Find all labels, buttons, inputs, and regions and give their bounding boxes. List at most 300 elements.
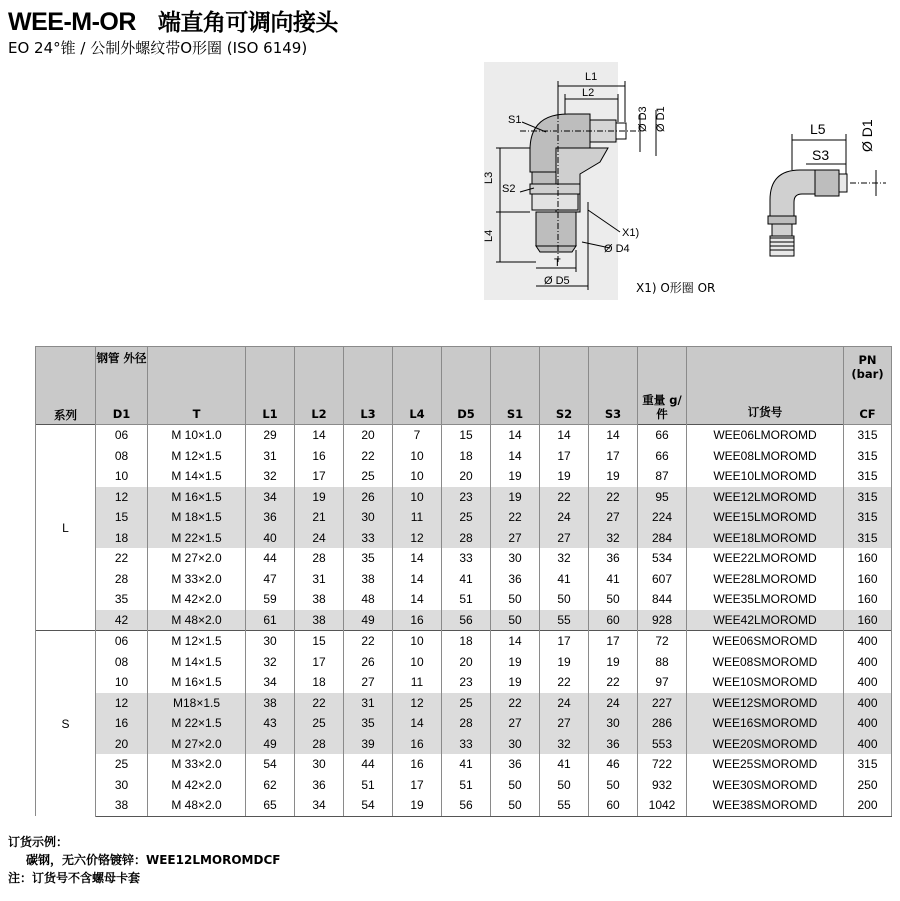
table-cell: 50 [491, 795, 540, 816]
table-cell: 315 [844, 754, 892, 775]
table-cell: 12 [393, 528, 442, 549]
drawing-label: T [554, 257, 561, 269]
table-cell: 19 [491, 466, 540, 487]
table-cell: 10 [393, 631, 442, 652]
col-header-d5: D5 [442, 403, 491, 425]
col-header-tube-od: 钢管 外径 [96, 347, 148, 404]
table-cell: 35 [344, 548, 393, 569]
table-cell: 51 [344, 775, 393, 796]
table-cell: 31 [344, 693, 393, 714]
series-cell: L [36, 425, 96, 631]
table-cell: 932 [638, 775, 687, 796]
table-cell: 19 [393, 795, 442, 816]
table-cell: 315 [844, 528, 892, 549]
table-cell: 49 [246, 734, 295, 755]
table-cell: 31 [295, 569, 344, 590]
table-cell: M 27×2.0 [148, 734, 246, 755]
table-cell: 50 [540, 775, 589, 796]
table-cell: 62 [246, 775, 295, 796]
table-cell: 32 [246, 466, 295, 487]
table-row [36, 775, 892, 796]
table-row [36, 466, 892, 487]
table-cell: WEE06SMOROMD [687, 631, 844, 652]
table-cell: 29 [246, 425, 295, 446]
table-cell: 227 [638, 693, 687, 714]
table-cell: 14 [295, 425, 344, 446]
table-cell: 1042 [638, 795, 687, 816]
table-cell: M 14×1.5 [148, 652, 246, 673]
col-header-blank [442, 347, 491, 404]
table-cell: 59 [246, 589, 295, 610]
table-row [36, 548, 892, 569]
table-cell: 19 [491, 652, 540, 673]
table-cell: 38 [96, 795, 148, 816]
table-cell: 23 [442, 487, 491, 508]
drawing-label: L3 [483, 171, 495, 184]
table-row [36, 528, 892, 549]
table-cell: 27 [540, 528, 589, 549]
table-cell: WEE20SMOROMD [687, 734, 844, 755]
table-cell: 35 [344, 713, 393, 734]
table-cell: M 10×1.0 [148, 425, 246, 446]
table-cell: 50 [491, 589, 540, 610]
spec-table-body [36, 425, 892, 817]
table-cell: 30 [295, 754, 344, 775]
col-header-blank [148, 347, 246, 404]
series-cell: S [36, 631, 96, 817]
table-cell: 12 [96, 693, 148, 714]
table-cell: 41 [589, 569, 638, 590]
table-cell: 928 [638, 610, 687, 631]
table-cell: 315 [844, 466, 892, 487]
oring-note: X1) O形圈 OR [636, 281, 716, 295]
table-cell: 22 [589, 487, 638, 508]
col-header-blank [295, 347, 344, 404]
table-cell: 17 [589, 631, 638, 652]
table-cell: 10 [393, 652, 442, 673]
table-cell: 22 [589, 672, 638, 693]
table-cell: 17 [295, 466, 344, 487]
table-cell: WEE28LMOROMD [687, 569, 844, 590]
table-cell: 20 [344, 425, 393, 446]
table-row [36, 795, 892, 816]
col-header-order-no: 订货号 [687, 347, 844, 425]
table-cell: WEE38SMOROMD [687, 795, 844, 816]
table-cell: 50 [540, 589, 589, 610]
table-cell: 16 [393, 754, 442, 775]
model-code: WEE-M-OR [8, 8, 136, 36]
table-cell: 46 [589, 754, 638, 775]
table-cell: 21 [295, 507, 344, 528]
table-cell: 32 [246, 652, 295, 673]
table-cell: 56 [442, 795, 491, 816]
table-cell: 08 [96, 446, 148, 467]
table-cell: WEE18LMOROMD [687, 528, 844, 549]
table-cell: 284 [638, 528, 687, 549]
table-cell: 200 [844, 795, 892, 816]
table-cell: 88 [638, 652, 687, 673]
table-cell: WEE06LMOROMD [687, 425, 844, 446]
table-cell: 10 [96, 466, 148, 487]
table-cell: 10 [393, 487, 442, 508]
table-cell: 72 [638, 631, 687, 652]
table-cell: 56 [442, 610, 491, 631]
page-subtitle: EO 24°锥 / 公制外螺纹带O形圈 (ISO 6149) [8, 39, 308, 57]
table-cell: 38 [295, 589, 344, 610]
col-header-blank [540, 347, 589, 404]
table-cell: 30 [96, 775, 148, 796]
table-cell: 28 [295, 548, 344, 569]
table-cell: 15 [442, 425, 491, 446]
table-cell: 15 [295, 631, 344, 652]
table-cell: 19 [540, 466, 589, 487]
table-cell: 22 [295, 693, 344, 714]
page-title [8, 4, 338, 37]
table-cell: 18 [96, 528, 148, 549]
table-cell: 28 [442, 528, 491, 549]
table-cell: 38 [246, 693, 295, 714]
table-cell: 16 [96, 713, 148, 734]
table-cell: 19 [491, 487, 540, 508]
table-cell: 19 [491, 672, 540, 693]
table-cell: 33 [442, 734, 491, 755]
col-header-l2: L2 [295, 403, 344, 425]
table-cell: 17 [295, 652, 344, 673]
table-row [36, 734, 892, 755]
table-cell: 400 [844, 631, 892, 652]
table-cell: 16 [393, 610, 442, 631]
table-cell: M 14×1.5 [148, 466, 246, 487]
table-cell: WEE42LMOROMD [687, 610, 844, 631]
col-header-blank [393, 347, 442, 404]
table-cell: 19 [589, 466, 638, 487]
table-row [36, 672, 892, 693]
table-cell: 51 [442, 775, 491, 796]
table-cell: 286 [638, 713, 687, 734]
table-cell: 38 [295, 610, 344, 631]
table-cell: 36 [589, 734, 638, 755]
table-cell: 24 [295, 528, 344, 549]
table-cell: 54 [246, 754, 295, 775]
drawing-label: L2 [582, 87, 595, 99]
table-cell: M 12×1.5 [148, 631, 246, 652]
table-cell: 41 [540, 569, 589, 590]
table-cell: 22 [491, 693, 540, 714]
footer-notes [8, 833, 280, 887]
col-header-s3: S3 [589, 403, 638, 425]
table-cell: M18×1.5 [148, 693, 246, 714]
table-cell: 49 [344, 610, 393, 631]
table-cell: 30 [344, 507, 393, 528]
table-cell: 60 [589, 795, 638, 816]
table-cell: 41 [540, 754, 589, 775]
table-row [36, 487, 892, 508]
table-cell: 26 [344, 652, 393, 673]
table-cell: 66 [638, 425, 687, 446]
table-cell: WEE08LMOROMD [687, 446, 844, 467]
table-cell: 19 [540, 652, 589, 673]
table-cell: M 48×2.0 [148, 795, 246, 816]
table-cell: 34 [246, 487, 295, 508]
table-cell: 23 [442, 672, 491, 693]
table-cell: 27 [491, 713, 540, 734]
table-cell: 224 [638, 507, 687, 528]
col-header-s1: S1 [491, 403, 540, 425]
table-cell: 32 [589, 528, 638, 549]
table-cell: 534 [638, 548, 687, 569]
table-cell: 25 [442, 693, 491, 714]
table-cell: 06 [96, 425, 148, 446]
table-cell: 19 [589, 652, 638, 673]
technical-drawing [470, 62, 890, 302]
table-row [36, 610, 892, 631]
table-cell: 22 [344, 631, 393, 652]
table-cell: M 16×1.5 [148, 672, 246, 693]
table-cell: 160 [844, 548, 892, 569]
table-cell: M 12×1.5 [148, 446, 246, 467]
table-cell: 87 [638, 466, 687, 487]
table-cell: WEE16SMOROMD [687, 713, 844, 734]
table-cell: 16 [295, 446, 344, 467]
table-cell: 50 [589, 589, 638, 610]
table-cell: 315 [844, 507, 892, 528]
table-cell: 14 [393, 569, 442, 590]
col-header-blank [246, 347, 295, 404]
table-cell: 30 [589, 713, 638, 734]
table-cell: 17 [540, 631, 589, 652]
table-cell: 42 [96, 610, 148, 631]
table-cell: 31 [246, 446, 295, 467]
col-header-cf: CF [844, 403, 892, 425]
table-cell: 44 [246, 548, 295, 569]
table-cell: M 42×2.0 [148, 589, 246, 610]
table-cell: WEE12SMOROMD [687, 693, 844, 714]
col-header-pn: PN (bar) [844, 347, 892, 404]
table-cell: 28 [295, 734, 344, 755]
table-row [36, 652, 892, 673]
product-name: 端直角可调向接头 [157, 10, 338, 36]
table-cell: WEE10SMOROMD [687, 672, 844, 693]
col-header-l3: L3 [344, 403, 393, 425]
table-cell: 55 [540, 795, 589, 816]
drawing-label: X1) [622, 227, 640, 239]
col-header-l1: L1 [246, 403, 295, 425]
table-cell: 15 [96, 507, 148, 528]
table-cell: 315 [844, 446, 892, 467]
drawing-label-2: L5 [810, 121, 826, 137]
table-cell: 41 [442, 754, 491, 775]
table-cell: 400 [844, 672, 892, 693]
table-row [36, 713, 892, 734]
table-cell: 25 [442, 507, 491, 528]
table-cell: 400 [844, 734, 892, 755]
table-cell: 14 [491, 631, 540, 652]
table-cell: 27 [540, 713, 589, 734]
table-cell: 30 [246, 631, 295, 652]
table-cell: 553 [638, 734, 687, 755]
order-note: 注：订货号不含螺母卡套 [8, 871, 141, 885]
table-cell: 25 [96, 754, 148, 775]
table-cell: 400 [844, 693, 892, 714]
table-cell: 22 [491, 507, 540, 528]
table-cell: 12 [393, 693, 442, 714]
table-cell: 20 [442, 466, 491, 487]
table-cell: 18 [442, 446, 491, 467]
table-row [36, 631, 892, 652]
table-row [36, 569, 892, 590]
table-cell: 14 [540, 425, 589, 446]
table-cell: 14 [589, 425, 638, 446]
table-cell: 34 [295, 795, 344, 816]
table-cell: 14 [393, 589, 442, 610]
table-cell: 38 [344, 569, 393, 590]
table-cell: 27 [491, 528, 540, 549]
table-cell: M 18×1.5 [148, 507, 246, 528]
table-cell: M 16×1.5 [148, 487, 246, 508]
table-cell: 24 [540, 693, 589, 714]
table-cell: M 22×1.5 [148, 713, 246, 734]
table-row [36, 589, 892, 610]
table-cell: 55 [540, 610, 589, 631]
order-example: 碳钢，无六价铬镀锌：WEE12LMOROMDCF [26, 853, 281, 867]
table-cell: M 27×2.0 [148, 548, 246, 569]
table-cell: 30 [491, 734, 540, 755]
spec-table [35, 346, 892, 817]
table-cell: WEE08SMOROMD [687, 652, 844, 673]
table-cell: 17 [589, 446, 638, 467]
table-cell: 50 [491, 775, 540, 796]
table-cell: 22 [344, 446, 393, 467]
table-cell: 844 [638, 589, 687, 610]
col-header-blank [589, 347, 638, 404]
table-cell: 65 [246, 795, 295, 816]
table-cell: 33 [442, 548, 491, 569]
table-row [36, 507, 892, 528]
table-cell: 34 [246, 672, 295, 693]
table-cell: 722 [638, 754, 687, 775]
table-cell: 32 [540, 548, 589, 569]
col-header-l4: L4 [393, 403, 442, 425]
table-cell: 315 [844, 487, 892, 508]
table-cell: 48 [344, 589, 393, 610]
col-header-t: T [148, 403, 246, 425]
drawing-label: Ø D4 [604, 243, 630, 255]
table-cell: 30 [491, 548, 540, 569]
table-row [36, 425, 892, 446]
table-cell: M 33×2.0 [148, 754, 246, 775]
col-header-blank [344, 347, 393, 404]
table-cell: 60 [589, 610, 638, 631]
table-cell: 250 [844, 775, 892, 796]
table-cell: 35 [96, 589, 148, 610]
table-cell: 36 [491, 569, 540, 590]
table-cell: 06 [96, 631, 148, 652]
table-cell: 24 [540, 507, 589, 528]
table-cell: WEE35LMOROMD [687, 589, 844, 610]
table-cell: 36 [246, 507, 295, 528]
table-cell: 25 [344, 466, 393, 487]
table-cell: WEE15LMOROMD [687, 507, 844, 528]
drawing-label: S1 [508, 114, 522, 126]
table-cell: 44 [344, 754, 393, 775]
table-cell: 08 [96, 652, 148, 673]
table-cell: 22 [96, 548, 148, 569]
table-cell: 160 [844, 610, 892, 631]
table-cell: 66 [638, 446, 687, 467]
table-cell: 11 [393, 672, 442, 693]
table-cell: 41 [442, 569, 491, 590]
table-cell: 36 [491, 754, 540, 775]
table-cell: WEE30SMOROMD [687, 775, 844, 796]
table-cell: 32 [540, 734, 589, 755]
table-cell: 16 [393, 734, 442, 755]
table-cell: 40 [246, 528, 295, 549]
table-cell: 20 [96, 734, 148, 755]
table-cell: 36 [295, 775, 344, 796]
table-cell: 607 [638, 569, 687, 590]
drawing-label: S2 [502, 183, 516, 195]
table-cell: 50 [491, 610, 540, 631]
table-cell: M 33×2.0 [148, 569, 246, 590]
table-cell: 50 [589, 775, 638, 796]
order-example-title: 订货示例： [8, 835, 69, 849]
table-cell: 61 [246, 610, 295, 631]
table-cell: 17 [540, 446, 589, 467]
table-cell: 160 [844, 589, 892, 610]
table-row [36, 693, 892, 714]
table-cell: 18 [442, 631, 491, 652]
table-cell: 24 [589, 693, 638, 714]
table-cell: WEE22LMOROMD [687, 548, 844, 569]
table-cell: 97 [638, 672, 687, 693]
table-cell: M 42×2.0 [148, 775, 246, 796]
table-cell: 14 [491, 446, 540, 467]
table-cell: 36 [589, 548, 638, 569]
table-cell: 28 [96, 569, 148, 590]
table-cell: 11 [393, 507, 442, 528]
drawing-label: Ø D5 [544, 275, 570, 287]
table-cell: 33 [344, 528, 393, 549]
drawing-label: Ø D1 [655, 106, 667, 132]
table-cell: WEE12LMOROMD [687, 487, 844, 508]
table-cell: 51 [442, 589, 491, 610]
table-cell: 20 [442, 652, 491, 673]
table-cell: 10 [96, 672, 148, 693]
table-cell: 47 [246, 569, 295, 590]
col-header-series: 系列 [36, 347, 96, 425]
table-cell: 43 [246, 713, 295, 734]
drawing-label: L1 [585, 71, 598, 83]
table-cell: 400 [844, 713, 892, 734]
table-row [36, 446, 892, 467]
table-row [36, 754, 892, 775]
table-cell: 18 [295, 672, 344, 693]
table-cell: 7 [393, 425, 442, 446]
drawing-label-2: S3 [812, 147, 830, 163]
table-cell: 400 [844, 652, 892, 673]
table-cell: 28 [442, 713, 491, 734]
table-cell: 17 [393, 775, 442, 796]
col-header-d1: D1 [96, 403, 148, 425]
table-cell: 10 [393, 446, 442, 467]
col-header-s2: S2 [540, 403, 589, 425]
table-cell: 10 [393, 466, 442, 487]
table-cell: 22 [540, 672, 589, 693]
table-cell: 95 [638, 487, 687, 508]
table-cell: M 22×1.5 [148, 528, 246, 549]
table-cell: 25 [295, 713, 344, 734]
col-header-weight: 重量 g/件 [638, 347, 687, 425]
